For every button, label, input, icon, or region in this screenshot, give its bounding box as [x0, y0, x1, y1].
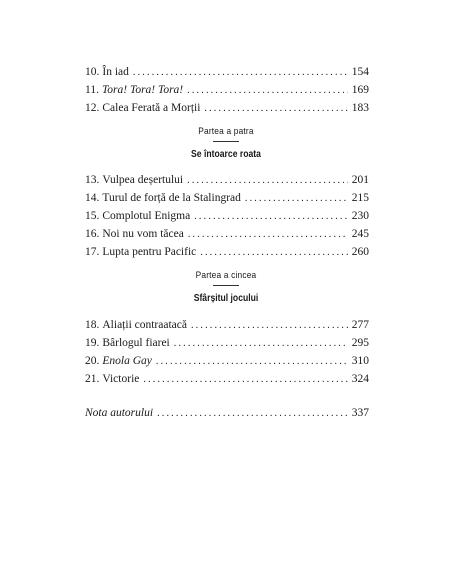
dot-leader: [174, 335, 348, 352]
entry-page-number: 169: [351, 84, 369, 96]
entry-number: 20.: [85, 355, 100, 367]
part-divider: [213, 285, 239, 286]
entry-page-number: 337: [351, 407, 369, 419]
entry-title: Lupta pentru Pacific: [102, 246, 197, 258]
dot-leader: [157, 405, 348, 422]
toc-entry-10: [85, 63, 369, 81]
entry-page-number: 324: [351, 373, 369, 385]
part-title: Sfârșitul jocului: [193, 292, 259, 304]
dot-leader: [133, 64, 348, 81]
dot-leader: [194, 208, 348, 225]
toc-entry-15: [85, 207, 369, 225]
part-label: Partea a cincea: [195, 270, 257, 281]
entry-title: Enola Gay: [102, 355, 152, 367]
entry-title: Vulpea deșertului: [102, 174, 184, 186]
entry-title: Bârlogul fiarei: [102, 337, 170, 349]
entry-number: 17.: [85, 246, 100, 258]
dot-leader: [245, 190, 348, 207]
entry-number: 10.: [85, 66, 100, 78]
entry-title: Nota autorului: [85, 407, 154, 419]
entry-page-number: 215: [351, 192, 369, 204]
toc-entry-11: [85, 81, 369, 99]
dot-leader: [156, 353, 348, 370]
entry-number: 19.: [85, 337, 100, 349]
dot-leader: [204, 100, 347, 117]
entry-number: 16.: [85, 228, 100, 240]
dot-leader: [187, 172, 348, 189]
toc-entry-14: [85, 189, 369, 207]
entry-number: 18.: [85, 319, 100, 331]
entry-number: 12.: [85, 102, 100, 114]
entry-page-number: 260: [351, 246, 369, 258]
dot-leader: [188, 226, 348, 243]
entry-page-number: 154: [351, 66, 369, 78]
toc-entry-21: [85, 370, 369, 388]
entry-title: În iad: [102, 66, 129, 78]
entry-title: Complotul Enigma: [102, 210, 191, 222]
toc-entry-13: [85, 171, 369, 189]
dot-leader: [187, 82, 348, 99]
entry-number: 15.: [85, 210, 100, 222]
toc-entry-16: [85, 225, 369, 243]
part-title: Se întoarce roata: [191, 148, 261, 160]
entry-page-number: 230: [351, 210, 369, 222]
dot-leader: [200, 244, 347, 261]
entry-title: Tora! Tora! Tora!: [101, 84, 184, 96]
entry-number: 14.: [85, 192, 100, 204]
dot-leader: [143, 371, 347, 388]
toc-entry-17: [85, 243, 369, 261]
toc-entry-20: [85, 352, 369, 370]
entry-page-number: 201: [351, 174, 369, 186]
entry-title: Victorie: [102, 373, 140, 385]
dot-leader: [191, 317, 348, 334]
entry-number: 13.: [85, 174, 100, 186]
toc-entry-author-note: [85, 404, 369, 422]
entry-title: Turul de forță de la Stalingrad: [102, 192, 241, 204]
entry-number: 21.: [85, 373, 100, 385]
part-divider: [213, 141, 239, 142]
entry-page-number: 183: [351, 102, 369, 114]
part-label: Partea a patra: [198, 126, 254, 137]
entry-page-number: 295: [351, 337, 369, 349]
entry-page-number: 277: [351, 319, 369, 331]
toc-entry-18: [85, 316, 369, 334]
entry-page-number: 245: [351, 228, 369, 240]
entry-title: Noi nu vom tăcea: [102, 228, 184, 240]
entry-title: Calea Ferată a Morții: [102, 102, 201, 114]
entry-title: Aliații contraatacă: [102, 319, 187, 331]
entry-page-number: 310: [351, 355, 369, 367]
toc-entry-12: [85, 99, 369, 117]
toc-entry-19: [85, 334, 369, 352]
entry-number: 11.: [85, 84, 99, 96]
